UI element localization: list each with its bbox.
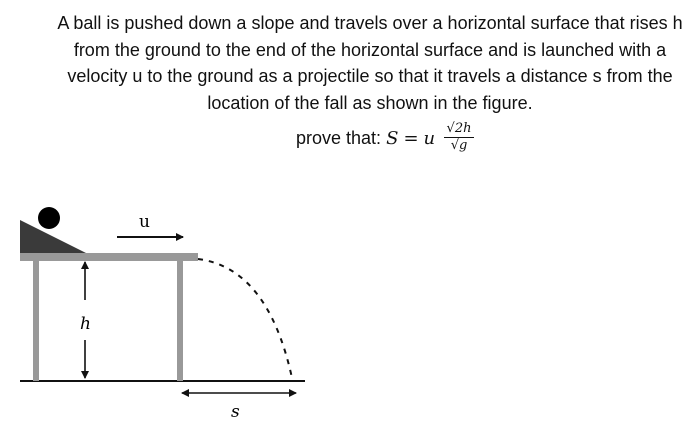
projectile-trajectory xyxy=(198,259,292,378)
numerator-sqrt: √ xyxy=(446,121,455,136)
problem-line-2: from the ground to the end of the horizontal surface and is launched with a xyxy=(73,39,667,60)
formula-lhs: S xyxy=(386,128,399,149)
problem-line-3: velocity u to the ground as a projectile so that it travels a distance s from the xyxy=(67,66,673,86)
platform-top xyxy=(20,253,198,261)
problem-line-4: location of the fall as shown in the figure. xyxy=(207,92,533,113)
prove-prefix: prove that: xyxy=(296,128,382,148)
platform-left-leg xyxy=(33,261,39,381)
formula-coeff: u xyxy=(423,128,436,149)
numerator-arg: 2h xyxy=(454,121,472,136)
ball xyxy=(38,207,60,229)
platform-right-leg xyxy=(177,261,183,381)
height-label: h xyxy=(80,314,91,334)
denominator-arg: g xyxy=(458,138,468,153)
formula-equals: = xyxy=(403,128,419,149)
denominator-sqrt: √ xyxy=(450,138,459,153)
distance-label: s xyxy=(231,402,240,422)
problem-line-1: A ball is pushed down a slope and travels over a horizontal surface that rises h xyxy=(57,13,683,33)
velocity-label: u xyxy=(139,212,150,232)
